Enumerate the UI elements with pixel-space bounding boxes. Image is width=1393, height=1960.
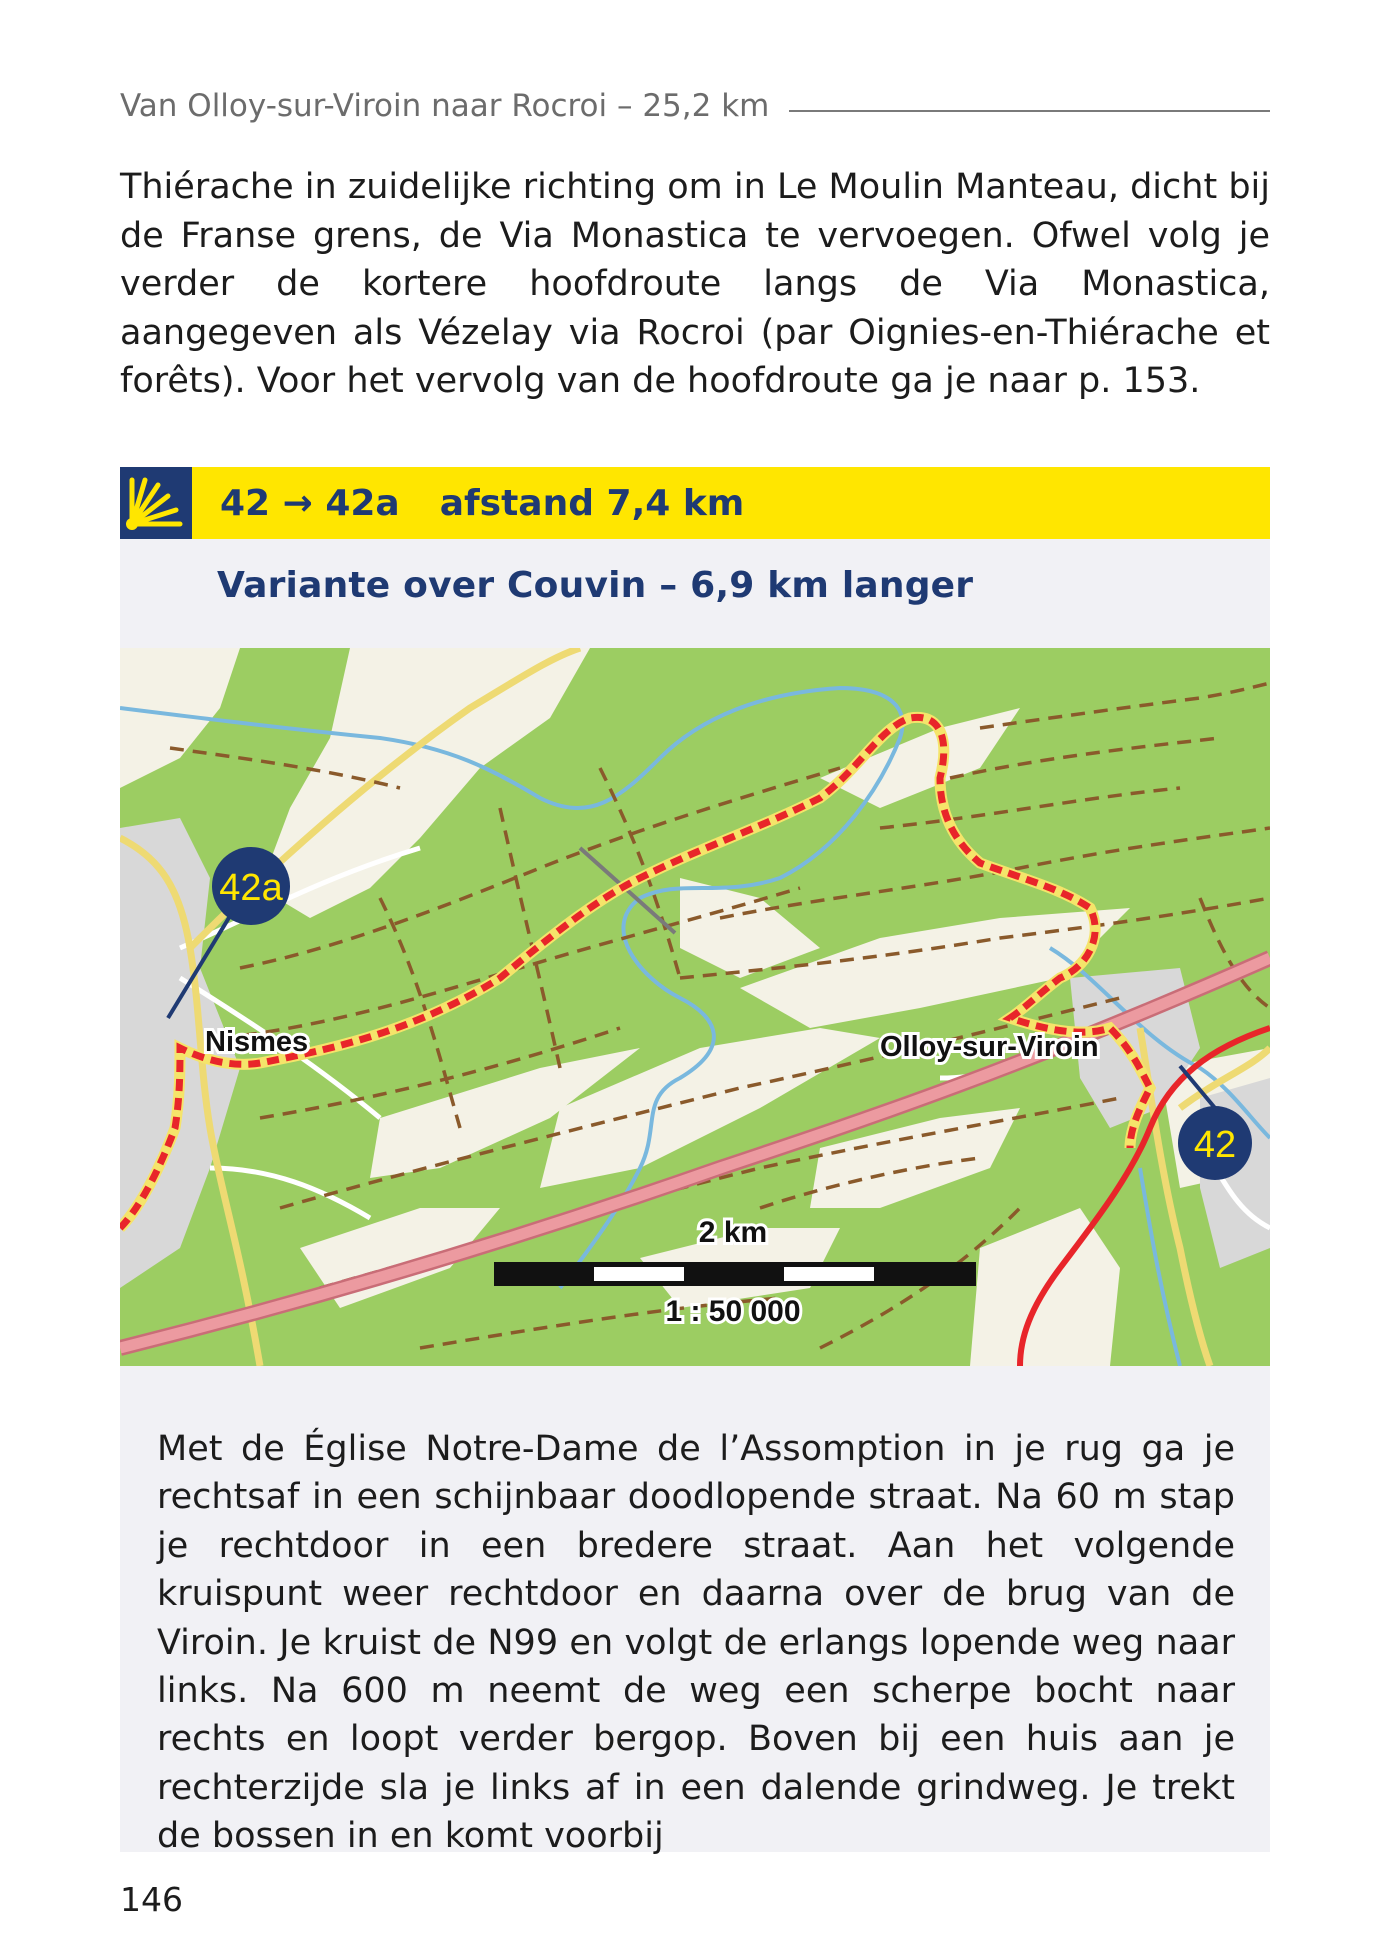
marker-42-label: 42 bbox=[1193, 1124, 1237, 1166]
intro-paragraph: Thiérache in zuidelijke richting om in Le Moulin Manteau, dicht bij de Franse grens, de Via Monastica te vervoegen. Ofwel volg je verder de kortere hoofdroute langs de Via Monastica, aangegeven als Vézelay via Rocroi (par Oignies-en-Thiérache et forêts). Voor het vervolg van de hoofdroute ga je naar p. 153. bbox=[120, 167, 1270, 401]
route-description: Met de Église Notre-Dame de l’Assomption in je rug ga je rechtsaf in een schijnbaar doodlopende straat. Na 60 m stap je rechtdoor in een bredere straat. Aan het volgende kruispunt weer rechtdoor en daarna over de brug van de Viroin. Je kruist de N99 en volgt de erlangs lopende weg naar links. Na 600 m neemt de weg een scherpe bocht naar rechts en loopt verder bergop. Boven bij een huis aan je rechterzijde sla je links af in een dalende grindweg. Je trekt de bossen in en komt voorbij bbox=[157, 1429, 1235, 1857]
variant-title: Variante over Couvin – 6,9 km langer bbox=[217, 565, 974, 606]
stage-route: 42 → 42a bbox=[220, 482, 400, 524]
marker-42 bbox=[1178, 1106, 1252, 1180]
stage-header-bar bbox=[120, 467, 1270, 539]
marker-42a-label: 42a bbox=[219, 867, 283, 909]
place-label-nismes: Nismes bbox=[205, 1026, 309, 1058]
place-label-olloy: Olloy-sur-Viroin bbox=[880, 1031, 1099, 1063]
running-head bbox=[120, 86, 1270, 126]
scallop-shell-icon bbox=[120, 467, 192, 539]
running-head-rule bbox=[789, 110, 1270, 112]
running-head-text: Van Olloy-sur-Viroin naar Rocroi – 25,2 km bbox=[120, 88, 770, 124]
route-map bbox=[120, 648, 1270, 1366]
scale-distance: 2 km bbox=[698, 1216, 768, 1249]
scale-ratio: 1 : 50 000 bbox=[665, 1295, 801, 1328]
stage-distance: afstand 7,4 km bbox=[439, 482, 745, 524]
marker-42a bbox=[212, 847, 290, 925]
page-number: 146 bbox=[120, 1880, 183, 1919]
